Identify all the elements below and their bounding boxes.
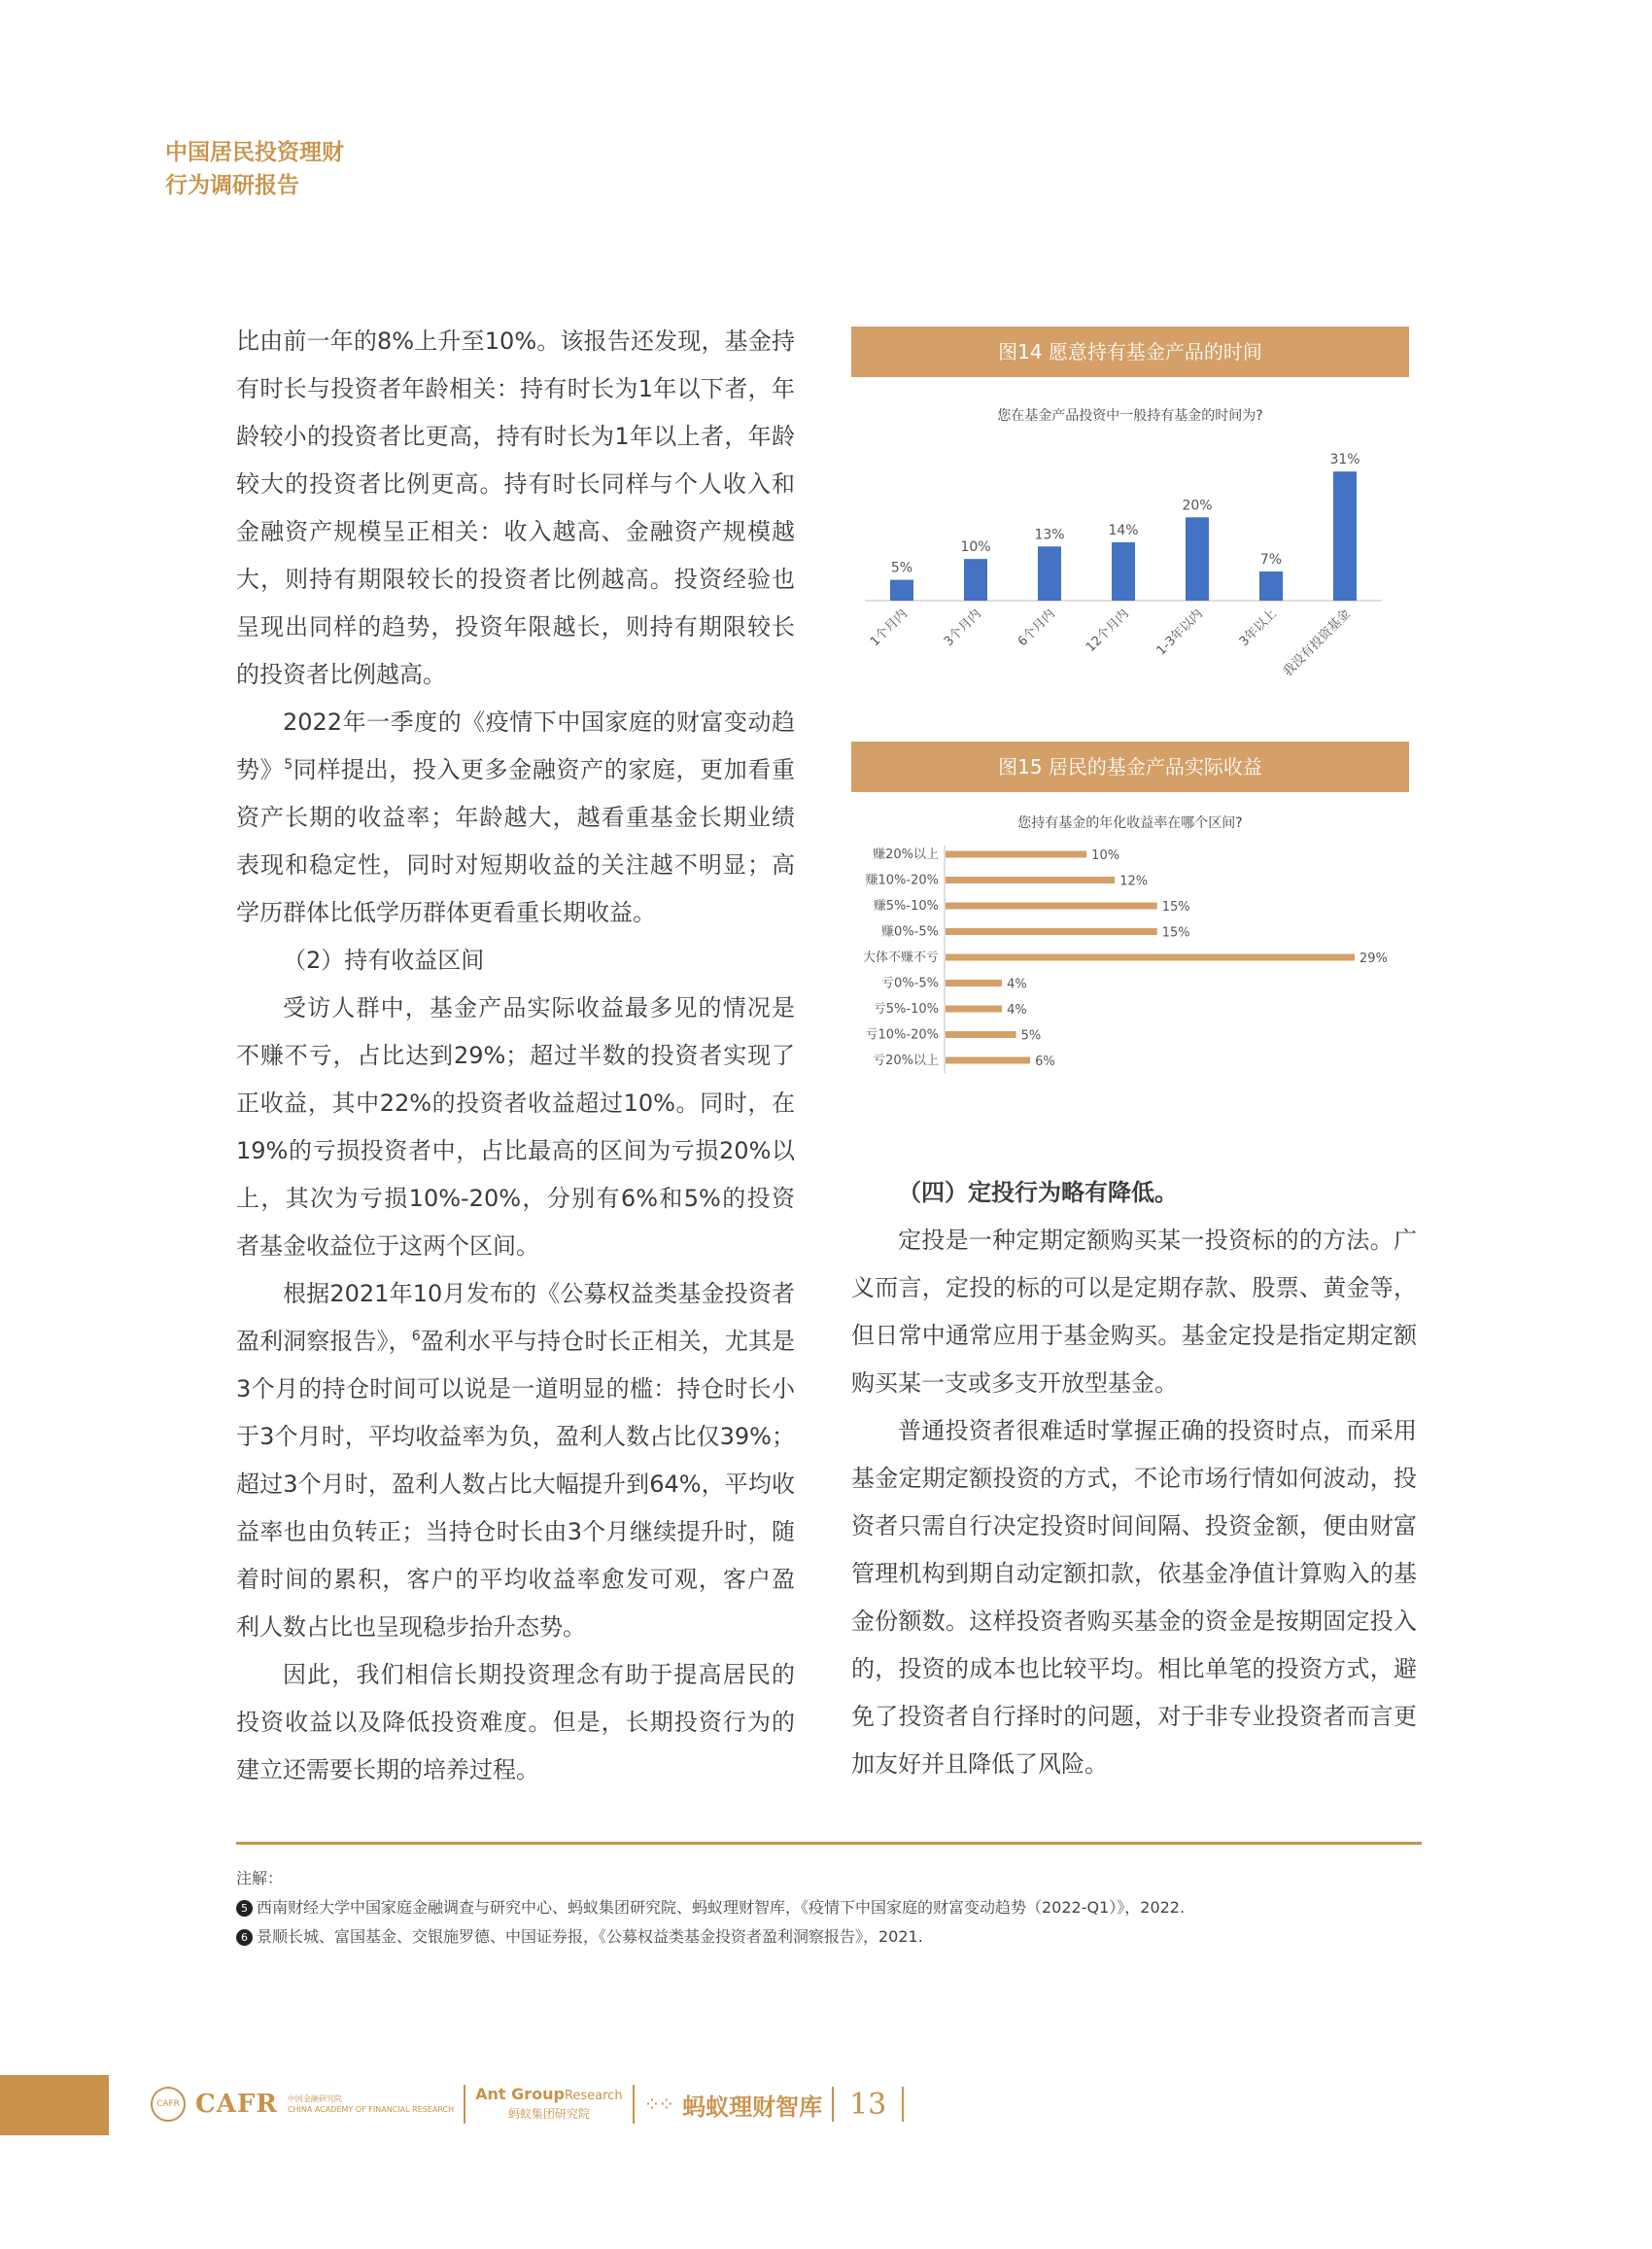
bar-赚10%-20% xyxy=(946,877,1115,883)
page-corner-block xyxy=(0,2075,109,2135)
footnote-ref-6: 6 xyxy=(411,1329,421,1344)
paragraph-4 xyxy=(236,1270,795,1651)
category-label: 赚10%-20% xyxy=(865,873,939,888)
data-label: 13% xyxy=(1034,527,1065,543)
page-number: 13 xyxy=(849,2087,887,2122)
cafr-seal-icon: CAFR xyxy=(151,2087,186,2122)
ant-wealth-think-tank-logo: 蚂蚁理财智库 xyxy=(682,2093,823,2121)
paragraph-4-post: 盈利水平与持仓时长正相关，尤其是3个月的持仓时间可以说是一道明显的槛：持仓时长小于3个月时，平均收益率为负，盈利人数占比仅39%；超过3个月时，盈利人数占比大幅提升到64%，平均收益率也由负转正；当持仓时长由3个月继续提升时，随着时间的累积，客户的平均收益率愈发可观，客户盈利人数占比也呈现稳步抬升态势。 xyxy=(236,1328,796,1641)
cafr-logo: CAFR xyxy=(195,2090,278,2119)
category-label: 亏20%以上 xyxy=(873,1054,939,1068)
cafr-en: CHINA ACADEMY OF FINANCIAL RESEARCH xyxy=(287,2105,455,2114)
ant-group-cn: 蚂蚁集团研究院 xyxy=(507,2107,590,2121)
data-label: 14% xyxy=(1108,523,1139,538)
right-paragraph-1: 定投是一种定期定额购买某一投资标的的方法。广义而言，定投的标的可以是定期存款、股票、黄金等，但日常中通常应用于基金购买。基金定投是指定期定额购买某一支或多支开放型基金。 xyxy=(851,1227,1417,1397)
figure-14-title: 图14 愿意持有基金产品的时间 xyxy=(851,327,1409,377)
cafr-cn: 中国金融研究院 xyxy=(287,2094,342,2103)
footnote-item xyxy=(236,1893,1422,1922)
paragraph-2-pre: 2022年一季度的《疫情下中国家庭的财富变动趋势》 xyxy=(236,709,795,783)
category-label: 6个月内 xyxy=(1015,606,1058,650)
footnote-number: 6 xyxy=(236,1929,253,1946)
category-label: 亏5%-10% xyxy=(873,1002,939,1017)
figure-15-title: 图15 居民的基金产品实际收益 xyxy=(851,742,1409,792)
footnote-ref-5: 5 xyxy=(284,757,293,773)
category-label: 赚0%-5% xyxy=(881,924,939,940)
ant-dots-icon: ⁘⁘ xyxy=(643,2093,673,2116)
bar-大体不赚不亏 xyxy=(946,954,1355,961)
category-label: 1个月内 xyxy=(867,606,911,650)
cafr-subtitle xyxy=(288,2093,454,2115)
bar-亏10%-20% xyxy=(946,1031,1016,1038)
paragraph-1: 比由前一年的8%上升至10%。该报告还发现，基金持有时长与投资者年龄相关：持有时长为1年以下者，年龄较小的投资者比更高，持有时长为1年以上者，年龄较大的投资者比例更高。持有时长同样与个人收入和金融资产规模呈正相关：收入越高、金融资产规模越大，则持有期限较长的投资者比例越高。投资经验也呈现出同样的趋势，投资年限越长，则持有期限较长的投资者比例越高。 xyxy=(236,328,795,688)
footnote-number: 5 xyxy=(236,1900,253,1917)
data-label: 6% xyxy=(1035,1055,1055,1069)
category-label: 12个月内 xyxy=(1083,606,1132,656)
paragraph-2 xyxy=(236,699,795,937)
header-line-1: 中国居民投资理财 xyxy=(165,140,344,165)
footnote-text: 西南财经大学中国家庭金融调查与研究中心、蚂蚁集团研究院、蚂蚁理财智库，《疫情下中国家庭的财富变动趋势（2022-Q1）》，2022. xyxy=(257,1898,1186,1917)
footnotes-label: 注解： xyxy=(236,1869,284,1887)
figure-15-chart xyxy=(851,842,1409,1075)
data-label: 12% xyxy=(1119,874,1149,889)
bar-赚0%-5% xyxy=(946,928,1157,935)
right-column xyxy=(851,1169,1417,1788)
paragraph-3: 受访人群中，基金产品实际收益最多见的情况是不赚不亏，占比达到29%；超过半数的投资者实现了正收益，其中22%的投资者收益超过10%。同时，在19%的亏损投资者中，占比最高的区间为亏损20%以上，其次为亏损10%-20%，分别有6%和5%的投资者基金收益位于这两个区间。 xyxy=(236,994,795,1260)
data-label: 15% xyxy=(1161,925,1190,941)
category-label: 赚20%以上 xyxy=(873,848,939,862)
data-label: 20% xyxy=(1182,498,1213,514)
figure-14-subtitle: 您在基金产品投资中一般持有基金的时间为? xyxy=(997,408,1263,424)
sub-heading: （2）持有收益区间 xyxy=(283,947,485,974)
category-label: 亏0%-5% xyxy=(881,976,939,991)
footer-logos xyxy=(151,2080,904,2128)
header-line-2: 行为调研报告 xyxy=(165,173,299,198)
page-number-bar xyxy=(902,2087,904,2122)
data-label: 15% xyxy=(1161,900,1190,915)
footnotes xyxy=(236,1864,1422,1952)
bar-1-3年以内 xyxy=(1186,517,1209,601)
bar-12个月内 xyxy=(1112,542,1135,601)
bar-亏20%以上 xyxy=(946,1057,1030,1064)
logo-separator xyxy=(464,2085,465,2124)
left-column xyxy=(236,318,795,1794)
footnote-text: 景顺长城、富国基金、交银施罗德、中国证券报，《公募权益类基金投资者盈利洞察报告》，2021. xyxy=(257,1927,923,1946)
paragraph-2-post: 同样提出，投入更多金融资产的家庭，更加看重资产长期的收益率；年龄越大，越看重基金长期业绩表现和稳定性，同时对短期收益的关注越不明显；高学历群体比低学历群体更看重长期收益。 xyxy=(236,756,796,926)
page-number-bar xyxy=(832,2087,834,2122)
figure-14-chart xyxy=(851,428,1409,719)
category-label: 赚5%-10% xyxy=(873,899,939,914)
category-label: 大体不赚不亏 xyxy=(862,951,939,965)
data-label: 5% xyxy=(890,560,913,576)
data-label: 10% xyxy=(1091,848,1120,863)
ant-group-en: Ant Group xyxy=(475,2085,565,2103)
bar-赚20%以上 xyxy=(946,851,1086,858)
data-label: 4% xyxy=(1007,977,1027,992)
bar-1个月内 xyxy=(890,580,913,601)
logo-separator xyxy=(633,2085,635,2124)
data-label: 7% xyxy=(1259,552,1283,568)
bar-6个月内 xyxy=(1038,546,1061,601)
data-label: 31% xyxy=(1329,452,1360,468)
data-label: 10% xyxy=(960,539,991,556)
bar-3年以上 xyxy=(1259,571,1283,601)
data-label: 4% xyxy=(1007,1003,1027,1018)
bar-我没有投资基金 xyxy=(1333,471,1357,601)
data-label: 5% xyxy=(1020,1028,1042,1044)
category-label: 3个月内 xyxy=(941,606,984,650)
bar-亏0%-5% xyxy=(946,980,1002,986)
right-paragraph-2: 普通投资者很难适时掌握正确的投资时点，而采用基金定期定额投资的方式，不论市场行情如何波动，投资者只需自行决定投资时间间隔、投资金额，便由财富管理机构到期自动定额扣款，依基金净值计算购入的基金份额数。这样投资者购买基金的资金是按期固定投入的，投资的成本也比较平均。相比单笔的投资方式，避免了投资者自行择时的问题，对于非专业投资者而言更加友好并且降低了风险。 xyxy=(851,1417,1417,1778)
bar-赚5%-10% xyxy=(946,903,1157,910)
paragraph-5: 因此，我们相信长期投资理念有助于提高居民的投资收益以及降低投资难度。但是，长期投资行为的建立还需要长期的培养过程。 xyxy=(236,1661,795,1783)
ant-research-en: Research xyxy=(564,2089,623,2103)
paragraph-4-pre: 根据2021年10月发布的《公募权益类基金投资者盈利洞察报告》， xyxy=(236,1280,795,1355)
figure-15-subtitle: 您持有基金的年化收益率在哪个区间? xyxy=(1017,815,1243,831)
data-label: 29% xyxy=(1359,952,1388,966)
category-label: 1-3年以内 xyxy=(1153,606,1206,659)
footnote-item xyxy=(236,1922,1422,1952)
bar-亏5%-10% xyxy=(946,1006,1002,1013)
category-label: 亏10%-20% xyxy=(865,1027,939,1043)
footnote-divider xyxy=(236,1842,1422,1845)
bar-3个月内 xyxy=(964,559,987,601)
category-label: 3年以上 xyxy=(1236,606,1280,650)
category-label: 我没有投资基金 xyxy=(1280,606,1354,680)
section-heading: （四）定投行为略有降低。 xyxy=(898,1179,1178,1206)
ant-group-research-logo xyxy=(475,2086,623,2123)
report-header xyxy=(165,136,344,202)
